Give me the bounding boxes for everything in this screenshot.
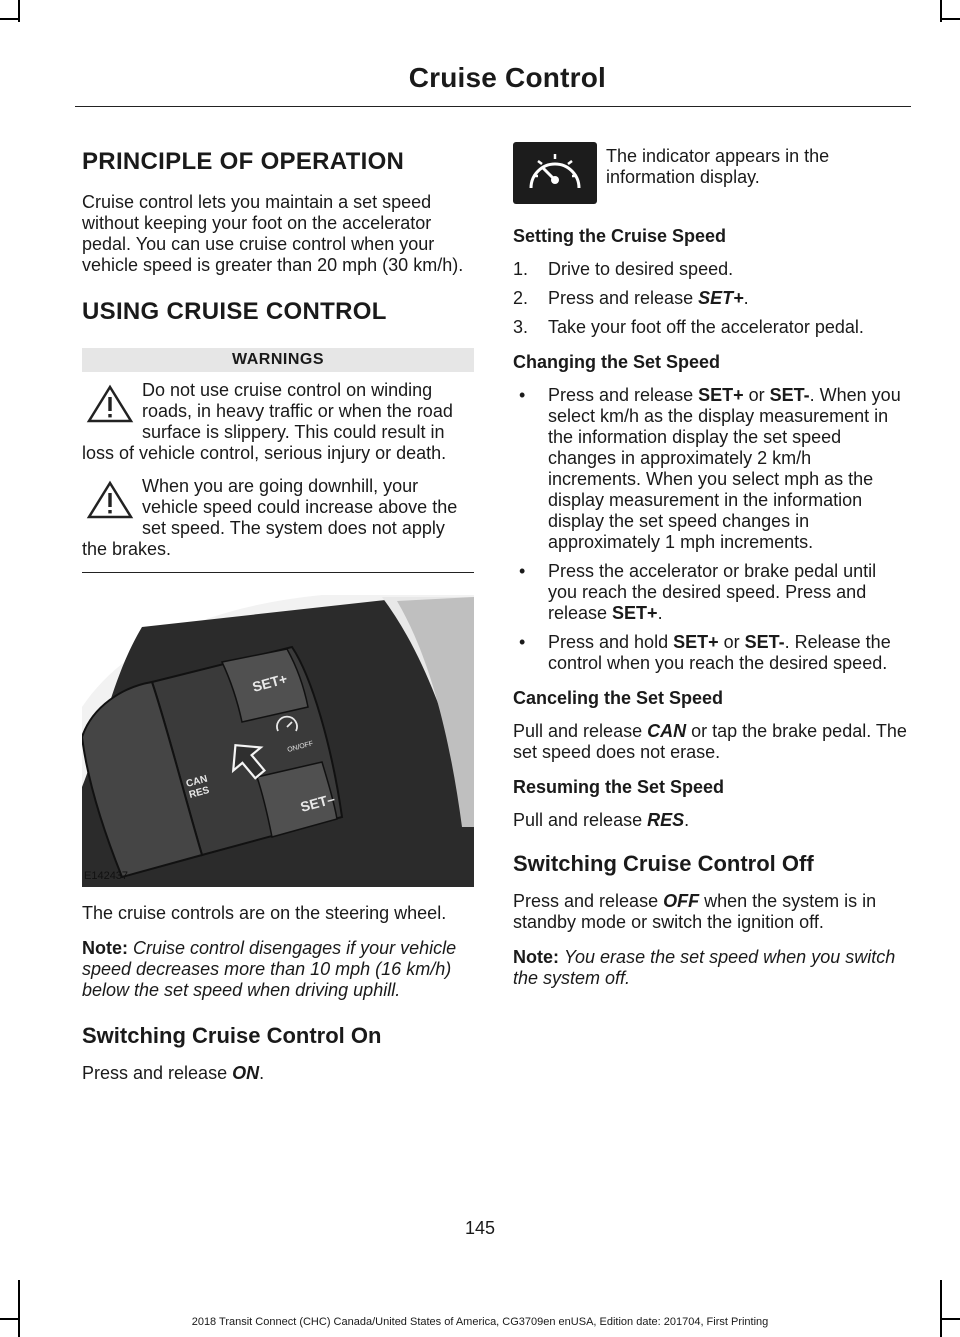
text: Take your foot off the accelerator pedal. (548, 317, 864, 337)
label-res: RES (187, 784, 211, 801)
crop-mark (940, 1280, 942, 1337)
text: or (718, 632, 745, 652)
warning-triangle-icon (86, 480, 134, 520)
list-item (513, 259, 909, 280)
list-item (513, 632, 909, 674)
page-title: Cruise Control (408, 62, 606, 93)
text: Press and release (513, 891, 664, 911)
paragraph-controls: The cruise controls are on the steering wheel. (82, 903, 447, 923)
right-column (513, 140, 909, 1003)
crop-mark (0, 18, 20, 20)
step-number: 3. (513, 317, 529, 337)
note-label: Note: (82, 938, 128, 958)
text: Press and release (548, 288, 699, 308)
step-number: 2. (513, 288, 529, 308)
crop-mark (940, 18, 960, 20)
keyword-set-plus: SET+ (612, 603, 658, 623)
paragraph-principle: Cruise control lets you maintain a set speed without keeping your foot on the accelerator pedal. You can use cruise control when your vehicle speed is greater than 20 mph (30 km/h). (82, 192, 464, 275)
keyword-on: ON (232, 1063, 260, 1083)
steering-controls-figure (82, 587, 474, 887)
heading-changing: Changing the Set Speed (513, 352, 721, 372)
text: . (684, 810, 690, 830)
text: Press and release (548, 385, 699, 405)
divider (82, 572, 474, 573)
heading-switching-on: Switching Cruise Control On (82, 1023, 382, 1048)
heading-using: USING CRUISE CONTROL (82, 298, 387, 325)
text: Press the accelerator or brake pedal until you reach the desired speed. Press and release (548, 561, 877, 623)
note-label: Note: (513, 947, 559, 967)
note-right (513, 947, 909, 989)
warning-text: When you are going downhill, your vehicle speed could increase above the set speed. The system does not apply the brakes. (82, 476, 458, 559)
paragraph-switching-on (82, 1063, 474, 1084)
label-onoff: ON/OFF (286, 740, 315, 754)
heading-canceling: Canceling the Set Speed (513, 688, 724, 708)
figure-code: E142437 (84, 870, 129, 882)
keyword-set-minus: SET- (744, 632, 785, 652)
cruise-indicator-icon (513, 142, 597, 204)
keyword-set-plus: SET+ (698, 288, 744, 308)
note-text: Cruise control disengages if your vehicle speed decreases more than 10 mph (16 km/h) below the set speed when driving uphill. (82, 938, 457, 1000)
text: Press and hold (548, 632, 674, 652)
list-item (513, 288, 909, 309)
text: . (743, 288, 749, 308)
text: . Release the control when you reach the desired speed. (548, 632, 891, 673)
note-left (82, 938, 474, 1001)
bullet: • (519, 561, 526, 581)
indicator-text: The indicator appears in the information display. (606, 146, 830, 187)
warning-text: Do not use cruise control on winding roads, in heavy traffic or when the road surface is slippery. This could result in loss of vehicle control, serious injury or death. (82, 380, 453, 463)
text: . When you select km/h as the display measurement in the information display the set speed changes in approximately 2 km/h increments. When you select mph as the display measurement in the information display the set speed changes in approximately 1 mph increments. (548, 385, 901, 552)
keyword-set-plus: SET+ (673, 632, 719, 652)
label-can: CAN (184, 773, 209, 790)
left-column (82, 140, 474, 1098)
setting-steps (513, 259, 909, 338)
paragraph-resuming (513, 810, 909, 831)
indicator-row (513, 140, 909, 212)
bullet: • (519, 385, 526, 405)
warnings-title: WARNINGS (82, 348, 474, 372)
step-number: 1. (513, 259, 529, 279)
note-text: You erase the set speed when you switch the system off. (513, 947, 896, 988)
text: Drive to desired speed. (548, 259, 734, 279)
text: when the system is in standby mode or switch the ignition off. (513, 891, 877, 932)
page-number: 145 (464, 1218, 496, 1238)
heading-principle: PRINCIPLE OF OPERATION (82, 148, 405, 175)
keyword-can: CAN (647, 721, 687, 741)
warning-item (82, 476, 474, 560)
paragraph-canceling (513, 721, 909, 763)
bullet: • (519, 632, 526, 652)
warning-item (82, 380, 474, 464)
keyword-res: RES (647, 810, 685, 830)
list-item (513, 317, 909, 338)
label-set-minus: SET– (298, 790, 337, 815)
page-header (75, 60, 911, 107)
list-item (513, 561, 909, 624)
keyword-set-minus: SET- (769, 385, 810, 405)
paragraph-switching-off (513, 891, 909, 933)
text: or tap the brake pedal. The set speed does not erase. (513, 721, 907, 762)
list-item (513, 385, 909, 553)
page-footer: 2018 Transit Connect (CHC) Canada/United States of America, CG3709en enUSA, Edition date: 201704, First Printing (191, 1316, 769, 1328)
text: . (657, 603, 663, 623)
steering-controls-illustration (82, 587, 474, 887)
text: Press and release (82, 1063, 233, 1083)
label-set-plus: SET+ (250, 670, 289, 695)
heading-setting: Setting the Cruise Speed (513, 226, 727, 246)
heading-resuming: Resuming the Set Speed (513, 777, 725, 797)
text: Pull and release (513, 721, 648, 741)
keyword-off: OFF (663, 891, 700, 911)
warning-triangle-icon (86, 384, 134, 424)
heading-switching-off: Switching Cruise Control Off (513, 851, 814, 876)
crop-mark (18, 1280, 20, 1337)
text: Pull and release (513, 810, 648, 830)
changing-list (513, 385, 909, 674)
text: or (743, 385, 770, 405)
keyword-set-plus: SET+ (698, 385, 744, 405)
text: . (259, 1063, 265, 1083)
